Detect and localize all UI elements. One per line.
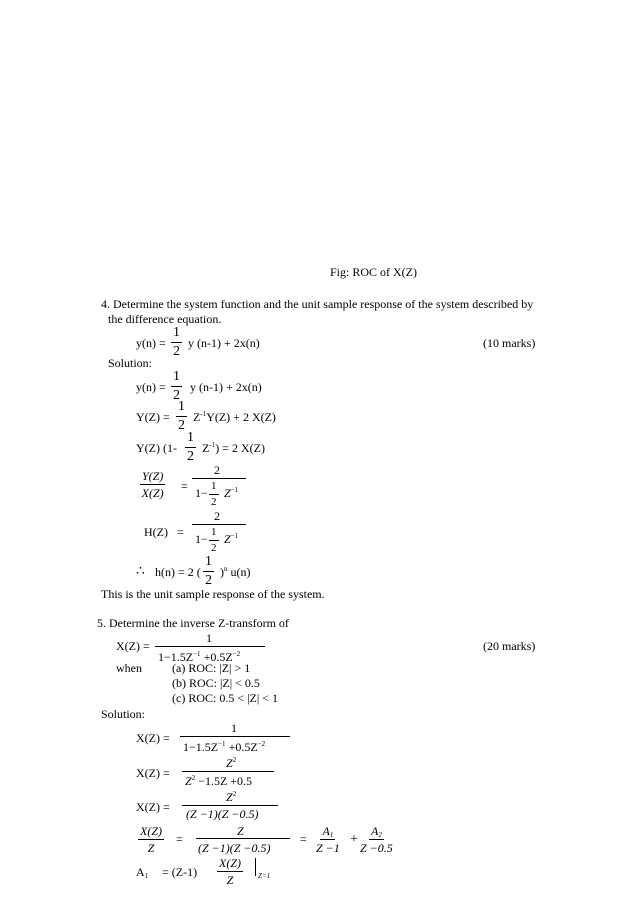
q5-r1-left: X(Z) =: [136, 731, 170, 745]
q5-heading: 5. Determine the inverse Z-transform of: [97, 616, 289, 630]
q4-marks: (10 marks): [483, 336, 536, 350]
q4-step2-right: $Z^{-1}Y(Z) + 2$ X(Z): [193, 410, 276, 424]
q4-step5-denominator-lead: 1−: [195, 532, 208, 546]
q4-step3-right: $Z^{-1}) = 2$ X(Z): [202, 441, 265, 455]
plus-sign: +: [350, 832, 358, 847]
figure-caption: Fig: ROC of X(Z): [330, 265, 417, 279]
q5-r3-left: X(Z) =: [136, 800, 170, 814]
q4-step5-numerator: 2: [214, 509, 220, 523]
half-fraction: $\frac{1}{2}$: [211, 526, 217, 554]
q5-when: when: [116, 661, 142, 675]
q4-step1-left: y(n) =: [136, 380, 166, 394]
xz-over-z: $\frac{X(Z)}{Z}$: [219, 856, 241, 887]
q4-conclusion: This is the unit sample response of the system.: [101, 587, 325, 601]
equals-sign: =: [176, 832, 183, 846]
q5-r1-numerator: 1: [231, 721, 237, 735]
half-fraction: $\frac{1}{2}$: [187, 430, 194, 464]
q5-r4-numerator: Z: [237, 824, 244, 838]
q4-step1-right: y (n-1) + 2x(n): [190, 380, 262, 394]
half-fraction: $\frac{1}{2}$: [173, 325, 180, 359]
equals-sign: =: [177, 525, 184, 539]
q5-a1-left: $A_1$: [136, 865, 149, 880]
q4-step5-left: H(Z): [144, 525, 168, 539]
q4-heading-line1: 4. Determine the system function and the unit sample response of the system described by: [101, 297, 534, 311]
q5-a1-eval: Z=1: [258, 872, 271, 880]
q5-case-b: (b) ROC: |Z| < 0.5: [172, 676, 260, 690]
q5-r4-denominator: (Z −1)(Z −0.5): [198, 841, 271, 855]
q5-xz-left: X(Z) =: [116, 639, 150, 653]
q4-equation-left: y(n) =: [136, 336, 166, 350]
fraction-bar: [182, 805, 278, 806]
q4-equation-right: y (n-1) + 2x(n): [188, 336, 260, 350]
xz-over-z: $\frac{X(Z)}{Z}$: [140, 824, 162, 855]
q5-solution-label: Solution:: [101, 707, 146, 721]
q4-step5-denominator-z: $Z^{-1}$: [224, 532, 239, 546]
q4-step4-numerator: 2: [214, 463, 220, 477]
q4-step4-denominator-z: $Z^{-1}$: [224, 486, 239, 500]
q5-a1-eq: = (Z-1): [162, 865, 198, 879]
q5-r3-numerator: $Z^2$: [226, 790, 237, 804]
half-fraction: $\frac{1}{2}$: [211, 480, 217, 508]
q5-xz-denominator: $1-1.5Z^{-1} +0.5Z^{-2}$: [158, 650, 241, 664]
fraction-bar: [180, 736, 290, 737]
q4-heading-line2: the difference equation.: [108, 312, 222, 326]
partial-fraction-a2: $\frac{A_2}{Z -0.5}$: [360, 824, 393, 855]
q5-case-c: (c) ROC: 0.5 < |Z| < 1: [172, 691, 278, 705]
fraction-bar: [196, 838, 290, 839]
q5-marks: (20 marks): [483, 639, 536, 653]
fraction-bar: [192, 478, 246, 479]
q4-step3-left: Y(Z) (1-: [136, 441, 177, 455]
evaluation-bar: [255, 858, 256, 876]
q5-r2-left: X(Z) =: [136, 766, 170, 780]
half-fraction: $\frac{1}{2}$: [178, 399, 185, 433]
q5-xz-numerator: 1: [206, 631, 212, 645]
q4-solution-label: Solution:: [108, 356, 153, 370]
q5-r2-numerator: $Z^2$: [226, 756, 237, 770]
transfer-ratio: $\frac{Y(Z)}{X(Z)}$: [141, 469, 164, 500]
q4-step2-left: Y(Z) =: [136, 410, 170, 424]
q4-step6-left: h(n) = 2 (: [155, 565, 201, 579]
therefore-symbol: ∴: [136, 564, 145, 579]
q5-r1-denominator: $1-1.5Z^{-1} +0.5Z^{-2}$: [183, 740, 266, 754]
equals-sign: =: [300, 832, 307, 846]
q5-r3-denominator: (Z −1)(Z −0.5): [186, 807, 259, 821]
q5-r2-denominator: $Z^2 -1.5Z +0.5$: [185, 774, 253, 788]
half-fraction: $\frac{1}{2}$: [205, 554, 212, 588]
q5-case-a: (a) ROC: |Z| > 1: [172, 661, 251, 675]
fraction-bar: [155, 646, 265, 647]
equals-sign: =: [181, 479, 188, 493]
half-fraction: $\frac{1}{2}$: [173, 369, 180, 403]
fraction-bar: [192, 524, 246, 525]
fraction-bar: [182, 771, 274, 772]
partial-fraction-a1: $\frac{A_1}{Z -1}$: [316, 824, 340, 855]
q4-step6-right: )$^n$ u(n): [220, 565, 251, 579]
q4-step4-denominator-lead: 1−: [195, 486, 208, 500]
